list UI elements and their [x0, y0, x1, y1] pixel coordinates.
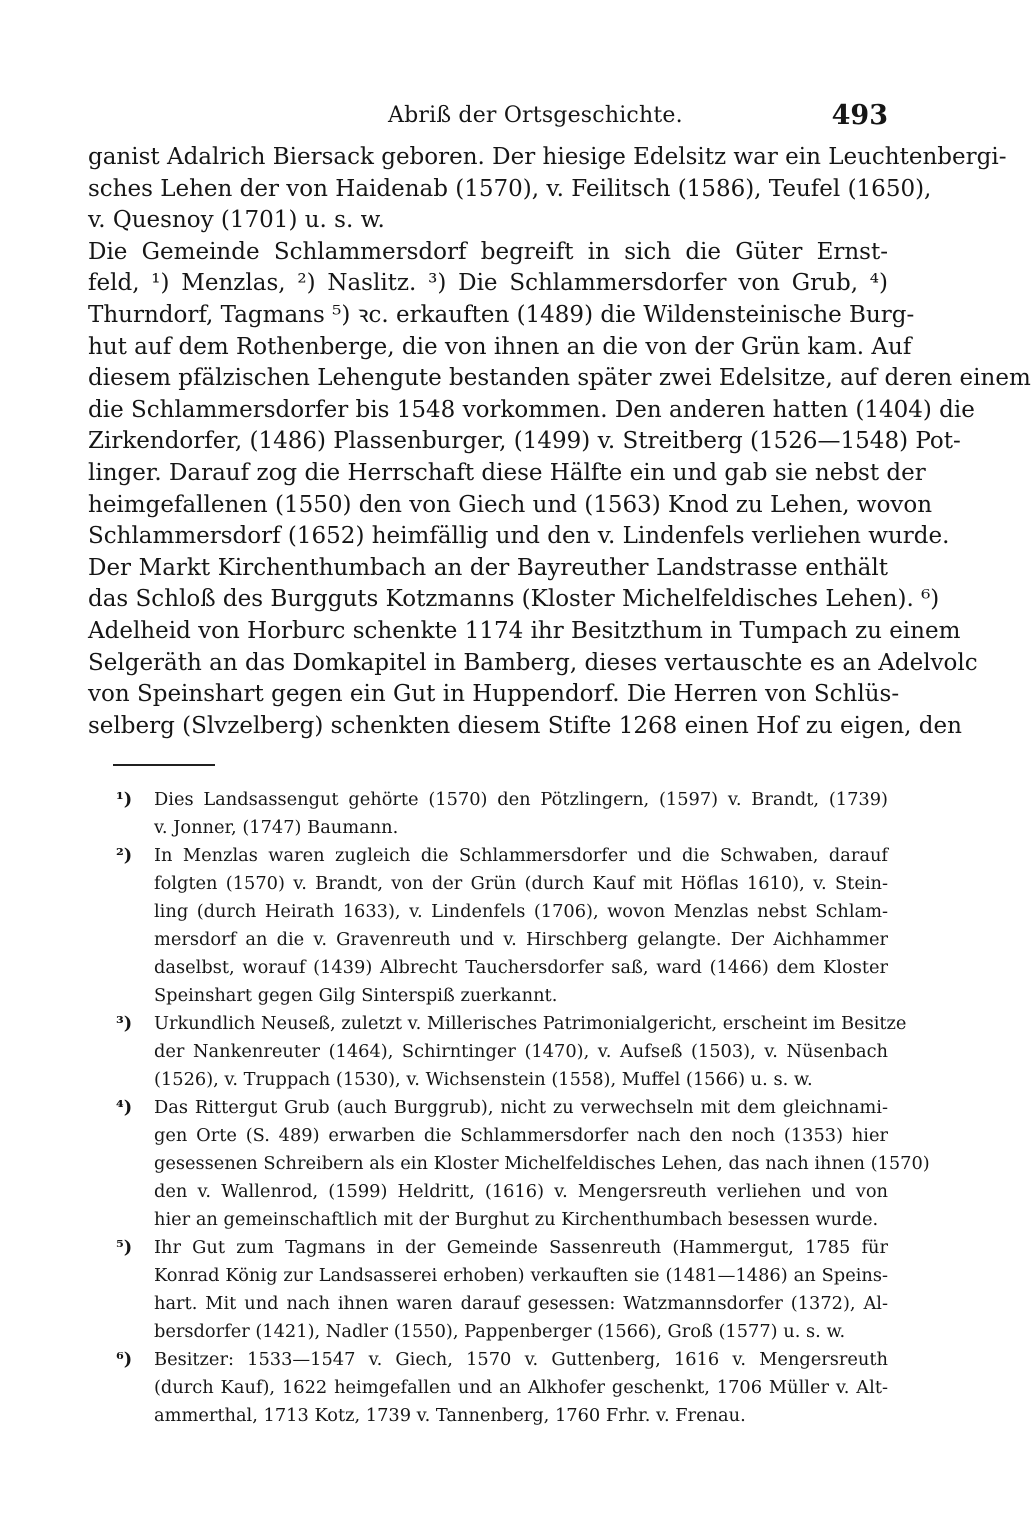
text-line: linger. Darauf zog die Herrschaft diese Hälfte ein und gab sie nebst der [88, 459, 926, 486]
footnotes [116, 786, 930, 1430]
footnote-line: Ihr Gut zum Tagmans in der Gemeinde Sassenreuth (Hammergut, 1785 für [154, 1237, 888, 1258]
footnote-line: der Nankenreuter (1464), Schirntinger (1470), v. Aufseß (1503), v. Nüsenbach [154, 1041, 888, 1062]
footnote-marker: ⁵) [116, 1237, 133, 1258]
text-line: die Schlammersdorfer bis 1548 vorkommen. Den anderen hatten (1404) die [88, 396, 975, 423]
text-line: Thurndorf, Tagmans ⁵) ꝛc. erkauften (1489) die Wildensteinische Burg- [88, 301, 915, 328]
footnote-line: Das Rittergut Grub (auch Burggrub), nicht zu verwechseln mit dem gleichnami- [154, 1097, 888, 1118]
text-line: Selgeräth an das Domkapitel in Bamberg, dieses vertauschte es an Adelvolc [88, 649, 978, 676]
footnote-line: mersdorf an die v. Gravenreuth und v. Hirschberg gelangte. Der Aichhammer [154, 929, 888, 950]
footnote-line: ling (durch Heirath 1633), v. Lindenfels (1706), wovon Menzlas nebst Schlam- [154, 901, 888, 922]
running-title: Abriß der Ortsgeschichte. [388, 103, 683, 128]
footnote-line: Konrad König zur Landsasserei erhoben) verkauften sie (1481—1486) an Speins- [154, 1265, 888, 1286]
footnote-line: Speinshart gegen Gilg Sinterspiß zuerkannt. [154, 985, 558, 1006]
page-number: 493 [831, 100, 888, 131]
footnote-line: In Menzlas waren zugleich die Schlammersdorfer und die Schwaben, darauf [154, 845, 888, 866]
footnote-line: den v. Wallenrod, (1599) Heldritt, (1616) v. Mengersreuth verliehen und von [154, 1181, 888, 1202]
footnote-body [154, 786, 888, 842]
text-line: Zirkendorfer, (1486) Plassenburger, (1499) v. Streitberg (1526—1548) Pot- [88, 428, 961, 455]
footnote-line: Urkundlich Neuseß, zuletzt v. Millerisches Patrimonialgericht, erscheint im Besitze [154, 1013, 907, 1034]
footnote-body [154, 842, 888, 1010]
footnote-body [154, 1010, 907, 1094]
footnote [116, 1094, 930, 1234]
footnote-body [154, 1094, 930, 1234]
footnote [116, 1234, 888, 1346]
text-line: Schlammersdorf (1652) heimfällig und den v. Lindenfels verliehen wurde. [88, 523, 950, 550]
footnote-line: daselbst, worauf (1439) Albrecht Tauchersdorfer saß, ward (1466) dem Kloster [154, 957, 888, 978]
footnote-body [154, 1234, 888, 1346]
footnote-line: gen Orte (S. 489) erwarben die Schlammersdorfer nach den noch (1353) hier [154, 1125, 888, 1146]
text-line: v. Quesnoy (1701) u. s. w. [88, 207, 385, 234]
main-text [88, 142, 1031, 742]
footnote [116, 1010, 907, 1094]
footnote-marker: ¹) [116, 789, 133, 810]
text-line: Die Gemeinde Schlammersdorf begreift in sich die Güter Ernst- [88, 238, 888, 265]
footnote-body [154, 1346, 888, 1430]
footnote [116, 842, 888, 1010]
text-line: von Speinshart gegen ein Gut in Huppendorf. Die Herren von Schlüs- [88, 681, 900, 708]
footnote-line: v. Jonner, (1747) Baumann. [154, 817, 399, 838]
footnote-line: (1526), v. Truppach (1530), v. Wichsenstein (1558), Muffel (1566) u. s. w. [154, 1069, 813, 1090]
text-line: diesem pfälzischen Lehengute bestanden später zwei Edelsitze, auf deren einem [88, 365, 1031, 392]
text-line: Der Markt Kirchenthumbach an der Bayreuther Landstrasse enthält [88, 554, 888, 581]
text-line: ganist Adalrich Biersack geboren. Der hiesige Edelsitz war ein Leuchtenbergi- [88, 144, 1007, 170]
text-line: sches Lehen der von Haidenab (1570), v. Feilitsch (1586), Teufel (1650), [88, 175, 932, 202]
footnote [116, 1346, 888, 1430]
text-line: hut auf dem Rothenberge, die von ihnen an die von der Grün kam. Auf [88, 333, 912, 360]
footnote-separator-rule [113, 764, 215, 766]
footnote-line: hart. Mit und nach ihnen waren darauf gesessen: Watzmannsdorfer (1372), Al- [154, 1293, 888, 1314]
footnote-marker: ⁶) [116, 1349, 133, 1370]
footnote-line: folgten (1570) v. Brandt, von der Grün (durch Kauf mit Höflas 1610), v. Stein- [154, 873, 888, 894]
text-line: feld, ¹) Menzlas, ²) Naslitz. ³) Die Schlammersdorfer von Grub, ⁴) [88, 270, 888, 297]
text-line: das Schloß des Burgguts Kotzmanns (Kloster Michelfeldisches Lehen). ⁶) [88, 586, 940, 613]
text-line: heimgefallenen (1550) den von Giech und (1563) Knod zu Lehen, wovon [88, 491, 933, 518]
text-line: selberg (Slvzelberg) schenkten diesem Stifte 1268 einen Hof zu eigen, den [88, 712, 962, 739]
footnote-line: hier an gemeinschaftlich mit der Burghut zu Kirchenthumbach besessen wurde. [154, 1209, 879, 1230]
footnote-marker: ³) [116, 1013, 133, 1034]
footnote-line: bersdorfer (1421), Nadler (1550), Pappenberger (1566), Groß (1577) u. s. w. [154, 1321, 846, 1342]
footnote-marker: ⁴) [116, 1097, 133, 1118]
footnote-line: Dies Landsassengut gehörte (1570) den Pötzlingern, (1597) v. Brandt, (1739) [154, 789, 888, 810]
running-head [88, 98, 888, 134]
footnote-line: Besitzer: 1533—1547 v. Giech, 1570 v. Guttenberg, 1616 v. Mengersreuth [154, 1349, 888, 1370]
footnote-marker: ²) [116, 845, 133, 866]
footnote [116, 786, 888, 842]
text-line: Adelheid von Horburc schenkte 1174 ihr Besitzthum in Tumpach zu einem [88, 617, 961, 644]
footnote-line: (durch Kauf), 1622 heimgefallen und an Alkhofer geschenkt, 1706 Müller v. Alt- [154, 1377, 888, 1398]
footnote-line: ammerthal, 1713 Kotz, 1739 v. Tannenberg, 1760 Frhr. v. Frenau. [154, 1405, 746, 1426]
footnote-line: gesessenen Schreibern als ein Kloster Michelfeldisches Lehen, das nach ihnen (1570) [154, 1153, 930, 1174]
